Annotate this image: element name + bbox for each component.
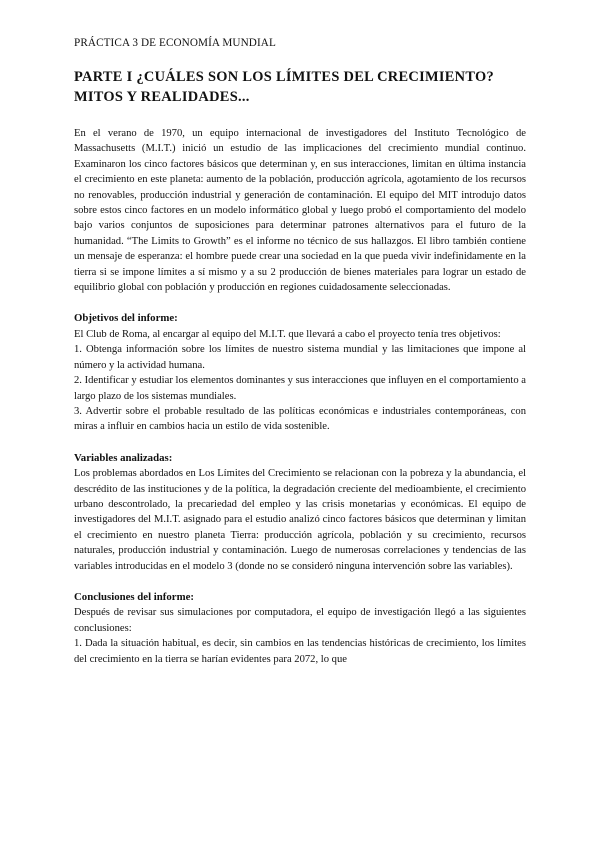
intro-paragraph: En el verano de 1970, un equipo internacional de investigadores del Instituto Tecnológico de Massachusetts (M.I.T.) inició un estudio de las implicaciones del crecimiento mundial continuo. Examinaron los cinco factores básicos que determinan y, en sus interacciones, limitan en última instancia el crecimiento en este planeta: aumento de la población, producción agrícola, agotamiento de los recursos no renovables, producción industrial y generación de contaminación. El equipo del MIT introdujo datos sobre estos cinco factores en un modelo informático global y luego probó el comportamiento del modelo bajo varios conjuntos de suposiciones para determinar patrones alternativos para el futuro de la humanidad. “The Limits to Growth” es el informe no técnico de sus hallazgos. El libro también contiene un mensaje de esperanza: el hombre puede crear una sociedad en la que pueda vivir indefinidamente en la tierra si se impone límites a sí mismo y a su 2 producción de bienes materiales para lograr un estado de equilibrio global con población y producción en regiones cuidadosamente seleccionadas. [74, 128, 526, 294]
conclusiones-item-1: 1. Dada la situación habitual, es decir, sin cambios en las tendencias históricas de crecimiento, los límites del crecimiento en la tierra se harían evidentes para 2072, lo que [74, 638, 526, 665]
objetivos-item-1: 1. Obtenga información sobre los límites de nuestro sistema mundial y las limitaciones que impone al número y la actividad humana. [74, 344, 526, 371]
objetivos-item-3: 3. Advertir sobre el probable resultado de las políticas económicas e industriales contemporáneas, con miras a influir en cambios hacia un estilo de vida sostenible. [74, 405, 526, 433]
page-title: PARTE I ¿CUÁLES SON LOS LÍMITES DEL CRECIMIENTO? MITOS Y REALIDADES... [74, 69, 494, 105]
objetivos-intro: El Club de Roma, al encargar al equipo del M.I.T. que llevará a cabo el proyecto tenía tres objetivos: [74, 328, 501, 340]
document-header: PRÁCTICA 3 DE ECONOMÍA MUNDIAL [74, 37, 276, 49]
objetivos-heading: Objetivos del informe: [74, 312, 178, 325]
objetivos-item-2: 2. Identificar y estudiar los elementos dominantes y sus interacciones que influyen en el comportamiento a largo plazo de los sistemas mundiales. [74, 375, 526, 402]
conclusiones-heading: Conclusiones del informe: [74, 590, 194, 603]
document-page [74, 36, 526, 667]
variables-paragraph: Los problemas abordados en Los Límites del Crecimiento se relacionan con la pobreza y la abundancia, el descrédito de las instituciones y de la política, la degradación creciente del medioambiente, el crecimiento urbano descontrolado, la precariedad del empleo y las crisis monetarias y económicas. El equipo de investigadores del M.I.T. asignado para el estudio analizó cinco factores básicos que determinan y limitan el crecimiento en nuestro planeta Tierra: producción agrícola, población y su crecimiento, recursos naturales, producción industrial y contaminación. Luego de numerosas correlaciones y tendencias de las variables introducidas en el modelo 3 (donde no se consideró ninguna intervención sobre las variables). [74, 468, 526, 572]
conclusiones-intro: Después de revisar sus simulaciones por computadora, el equipo de investigación llegó a las siguientes conclusiones: [74, 607, 526, 634]
variables-heading: Variables analizadas: [74, 451, 173, 464]
